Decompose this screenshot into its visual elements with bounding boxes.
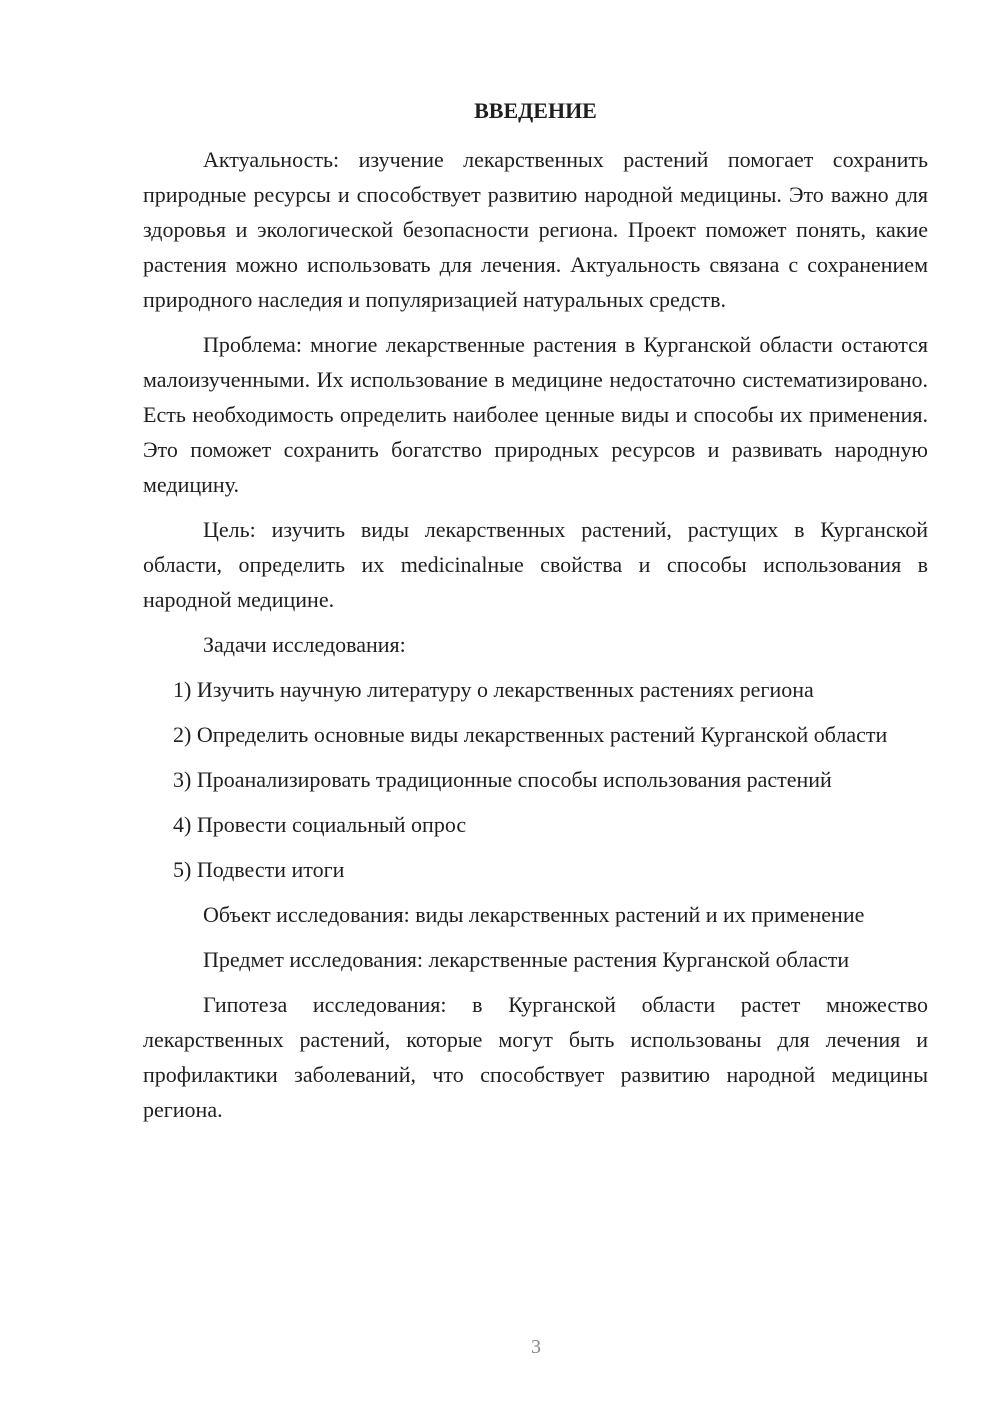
paragraph-goal: Цель: изучить виды лекарственных растений, растущих в Курганской области, определить их medicinalные свойства и способы использования в народной медицине. (143, 517, 928, 612)
list-item: 5) Подвести итоги (173, 857, 345, 882)
tasks-list (143, 672, 928, 887)
paragraph-subject: Предмет исследования: лекарственные растения Курганской области (203, 947, 850, 972)
list-item: 3) Проанализировать традиционные способы использования растений (173, 767, 832, 792)
tasks-heading: Задачи исследования: (203, 632, 406, 657)
document-body (143, 96, 928, 1137)
page-number: 3 (531, 1336, 541, 1358)
paragraph-problem: Проблема: многие лекарственные растения в Курганской области остаются малоизученными. Их использование в медицине недостаточно систематизировано. Есть необходимость определить наиболее ценные виды и способы их применения. Это поможет сохранить богатство природных ресурсов и развивать народную медицину. (143, 332, 928, 497)
list-item: 4) Провести социальный опрос (173, 812, 467, 837)
list-item: 2) Определить основные виды лекарственных растений Курганской области (173, 722, 888, 747)
paragraph-hypothesis: Гипотеза исследования: в Курганской области растет множество лекарственных растений, которые могут быть использованы для лечения и профилактики заболеваний, что способствует развитию народной медицины региона. (143, 992, 928, 1122)
spacer (143, 887, 928, 897)
paragraph-object: Объект исследования: виды лекарственных растений и их применение (203, 902, 865, 927)
paragraph-relevance: Актуальность: изучение лекарственных растений помогает сохранить природные ресурсы и способствует развитию народной медицины. Это важно для здоровья и экологической безопасности региона. Проект поможет понять, какие растения можно использовать для лечения. Актуальность связана с сохранением природного наследия и популяризацией натуральных средств. (143, 147, 928, 312)
section-title: ВВЕДЕНИЕ (474, 98, 597, 123)
list-item: 1) Изучить научную литературу о лекарственных растениях региона (173, 677, 814, 702)
